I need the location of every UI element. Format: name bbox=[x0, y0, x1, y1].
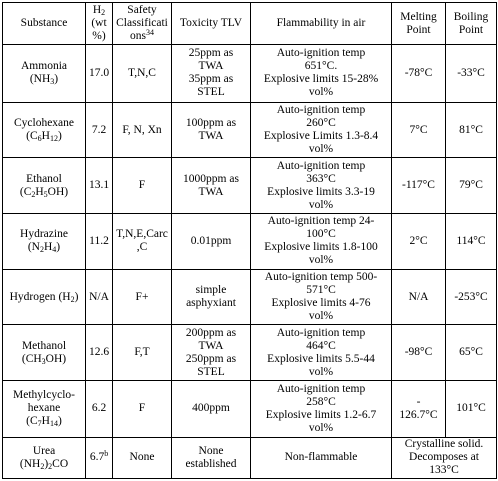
flammability-line: vol% bbox=[308, 86, 334, 99]
flammability-line: Auto-ignition temp 500- bbox=[264, 271, 378, 284]
formula-part: ) bbox=[56, 241, 61, 254]
flammability-line: Auto-ignition temp bbox=[276, 104, 366, 117]
formula-sub: 4 bbox=[52, 245, 57, 255]
substance-name: Hydrazine bbox=[20, 228, 68, 241]
flammability-line: 258°C bbox=[306, 395, 336, 408]
substance-name: Methylcyclo- hexane bbox=[13, 389, 75, 415]
table-row bbox=[3, 381, 497, 438]
header-safety-line1: Safety bbox=[127, 4, 157, 16]
flammability-line: Auto-ignition temp 24- bbox=[267, 215, 375, 228]
toxicity-line: TWA bbox=[198, 130, 224, 143]
formula-part: OH) bbox=[47, 185, 69, 198]
formula-part: OH) bbox=[45, 352, 67, 365]
cell-flammability: Non-flammable bbox=[251, 437, 392, 478]
formula-part: CO bbox=[52, 457, 69, 470]
cell-h2 bbox=[86, 437, 113, 478]
header-melting-line1: Melting bbox=[400, 10, 437, 23]
cell-toxicity bbox=[172, 437, 251, 478]
header-safety-ons: ons bbox=[130, 30, 146, 42]
cell-boiling: 81°C bbox=[446, 102, 497, 158]
formula-part: (N bbox=[27, 241, 40, 254]
cell-substance bbox=[3, 437, 86, 478]
formula-part: ) bbox=[57, 415, 62, 428]
flammability-line: 464°C bbox=[306, 339, 336, 352]
flammability-line: Auto-ignition temp bbox=[276, 326, 366, 339]
flammability-line: Auto-ignition temp bbox=[276, 159, 366, 172]
substance-name: Methanol bbox=[21, 339, 67, 352]
cell-flammability bbox=[251, 381, 392, 438]
toxicity-line: TWA bbox=[198, 339, 224, 352]
cell-h2: 12.6 bbox=[86, 325, 113, 381]
formula-part: (NH bbox=[29, 73, 51, 86]
toxicity-line: 250ppm as bbox=[185, 352, 237, 365]
cell-boiling: 114°C bbox=[446, 214, 497, 270]
formula-part: (H bbox=[58, 290, 71, 303]
substance-formula bbox=[58, 291, 78, 303]
formula-part: (C bbox=[26, 130, 38, 143]
cell-toxicity bbox=[172, 381, 251, 438]
flammability-line: Auto-ignition temp bbox=[276, 382, 366, 395]
cell-flammability bbox=[251, 102, 392, 158]
header-h2-pct-line: %) bbox=[92, 30, 106, 42]
cell-safety: F, N, Xn bbox=[113, 102, 172, 158]
cell-substance bbox=[3, 102, 86, 158]
toxicity-line: 25ppm as bbox=[188, 47, 234, 60]
substance-formula bbox=[4, 415, 84, 428]
formula-part: H bbox=[35, 185, 44, 198]
header-row bbox=[3, 3, 497, 45]
table-row bbox=[3, 158, 497, 214]
substance-formula bbox=[4, 241, 84, 254]
substance-name: Hydrogen bbox=[9, 290, 56, 303]
cell-flammability bbox=[251, 214, 392, 270]
melting-line: N/A bbox=[408, 290, 429, 303]
substance-name: Ethanol bbox=[26, 172, 62, 185]
melt-boil-line: Crystalline solid. bbox=[404, 438, 484, 451]
cell-boiling: -33°C bbox=[446, 45, 497, 103]
toxicity-line: TWA bbox=[198, 60, 224, 73]
melting-line: -78°C bbox=[404, 66, 433, 79]
toxicity-line: 35ppm as bbox=[188, 73, 234, 86]
substance-formula bbox=[4, 458, 84, 471]
cell-toxicity bbox=[172, 269, 251, 325]
substance-formula bbox=[4, 186, 84, 199]
h2-value: 6.7 bbox=[89, 451, 105, 464]
header-safety-ref: 34 bbox=[145, 28, 154, 37]
cell-substance bbox=[3, 325, 86, 381]
table-row bbox=[3, 45, 497, 103]
substance-formula bbox=[4, 130, 84, 143]
substance-name: Urea bbox=[32, 444, 56, 457]
cell-h2: 6.2 bbox=[86, 381, 113, 438]
substance-formula bbox=[4, 73, 84, 86]
cell-substance bbox=[3, 214, 86, 270]
cell-safety: F bbox=[113, 381, 172, 438]
formula-sub: 3 bbox=[50, 77, 55, 87]
melting-line: 7°C bbox=[409, 123, 428, 136]
formula-sub: 3 bbox=[41, 356, 46, 366]
flammability-line: Explosive limits 15-28% bbox=[263, 73, 379, 86]
header-h2-wt-line: (wt bbox=[91, 17, 107, 29]
toxicity-line: TWA bbox=[198, 185, 224, 198]
cell-melting bbox=[392, 102, 446, 158]
flammability-line: vol% bbox=[308, 310, 334, 323]
header-flammability: Flammability in air bbox=[251, 3, 392, 45]
cell-h2: 11.2 bbox=[86, 214, 113, 270]
cell-boiling: 79°C bbox=[446, 158, 497, 214]
header-safety bbox=[113, 3, 172, 45]
flammability-line: vol% bbox=[308, 421, 334, 434]
header-toxicity: Toxicity TLV bbox=[172, 3, 251, 45]
header-safety-line3 bbox=[114, 30, 170, 43]
cell-substance bbox=[3, 158, 86, 214]
formula-sub: 14 bbox=[49, 419, 58, 429]
cell-h2: 13.1 bbox=[86, 158, 113, 214]
flammability-line: Explosive limits 4-76 bbox=[271, 297, 371, 310]
formula-part: H bbox=[41, 415, 50, 428]
cell-h2: 17.0 bbox=[86, 45, 113, 103]
flammability-line: Auto-ignition temp bbox=[276, 47, 366, 60]
cell-safety: F,T bbox=[113, 325, 172, 381]
header-boiling-line1: Boiling bbox=[453, 10, 489, 23]
formula-part: ) bbox=[57, 130, 62, 143]
cell-melting bbox=[392, 325, 446, 381]
cell-h2: N/A bbox=[86, 269, 113, 325]
flammability-line: Explosive limits 5.5-44 bbox=[267, 352, 375, 365]
melting-line: - bbox=[416, 395, 421, 408]
toxicity-line: STEL bbox=[197, 86, 225, 99]
formula-part: (C bbox=[19, 185, 32, 198]
header-safety-line2: Classificati bbox=[116, 17, 168, 29]
formula-part: (NH bbox=[19, 457, 41, 470]
cell-safety: F+ bbox=[113, 269, 172, 325]
header-melting bbox=[392, 3, 446, 45]
melting-line: -117°C bbox=[402, 179, 435, 192]
formula-sub: 2 bbox=[39, 245, 44, 255]
table-row-urea bbox=[3, 437, 497, 478]
table-row bbox=[3, 102, 497, 158]
flammability-line: Explosive limits 1.8-100 bbox=[264, 241, 378, 254]
cell-toxicity bbox=[172, 325, 251, 381]
flammability-line: Explosive Limits 1.3-8.4 bbox=[263, 130, 379, 143]
table-body bbox=[3, 45, 497, 479]
cell-safety: None bbox=[113, 437, 172, 478]
header-substance: Substance bbox=[3, 3, 86, 45]
cell-h2: 7.2 bbox=[86, 102, 113, 158]
toxicity-line: None bbox=[198, 444, 224, 457]
melting-line: 2°C bbox=[409, 234, 428, 247]
formula-part: ) bbox=[44, 457, 49, 470]
flammability-line: vol% bbox=[308, 365, 334, 378]
melt-boil-line: Decomposes at bbox=[409, 451, 479, 464]
cell-toxicity bbox=[172, 45, 251, 103]
cell-safety: T,N,C bbox=[113, 45, 172, 103]
flammability-line: Explosive limits 3.3-19 bbox=[267, 185, 375, 198]
cell-flammability bbox=[251, 325, 392, 381]
table-row bbox=[3, 269, 497, 325]
flammability-line: 651°C. bbox=[304, 60, 338, 73]
formula-sub: 5 bbox=[43, 189, 48, 199]
substance-formula bbox=[4, 353, 84, 366]
formula-sub: 12 bbox=[49, 134, 58, 144]
toxicity-line: 0.01ppm bbox=[190, 234, 232, 247]
header-melting-line2: Point bbox=[406, 23, 431, 36]
formula-sub: 2 bbox=[48, 461, 53, 471]
cell-toxicity bbox=[172, 158, 251, 214]
flammability-line: vol% bbox=[308, 198, 334, 211]
formula-sub: 6 bbox=[37, 134, 42, 144]
header-h2-h: H bbox=[92, 4, 102, 16]
footnote-marker: b bbox=[104, 449, 109, 459]
flammability-line: 571°C bbox=[306, 284, 336, 297]
toxicity-line: 200ppm as bbox=[185, 326, 237, 339]
formula-sub: 2 bbox=[40, 461, 45, 471]
formula-part: ) bbox=[74, 290, 79, 303]
safety-data-table bbox=[2, 2, 497, 479]
cell-safety: T,N,E,Carc ,C bbox=[113, 214, 172, 270]
toxicity-line: 400ppm bbox=[192, 402, 230, 415]
formula-sub: 7 bbox=[37, 419, 42, 429]
cell-melting bbox=[392, 45, 446, 103]
cell-substance bbox=[3, 381, 86, 438]
cell-melting bbox=[392, 158, 446, 214]
flammability-line: 100°C bbox=[306, 228, 336, 241]
cell-boiling: -253°C bbox=[446, 269, 497, 325]
cell-substance bbox=[3, 45, 86, 103]
toxicity-line: 1000ppm as bbox=[183, 172, 239, 185]
header-boiling-line2: Point bbox=[458, 23, 484, 36]
formula-part: (CH bbox=[21, 352, 42, 365]
flammability-line: 260°C bbox=[306, 117, 336, 130]
flammability-line: 363°C bbox=[306, 172, 336, 185]
formula-part: H bbox=[41, 130, 50, 143]
cell-melting bbox=[392, 214, 446, 270]
melt-boil-line: 133°C bbox=[429, 464, 459, 477]
table-row bbox=[3, 214, 497, 270]
melting-line: -98°C bbox=[404, 346, 433, 359]
toxicity-line: 100ppm as bbox=[185, 117, 237, 130]
substance-name: Cyclohexane bbox=[13, 117, 75, 130]
toxicity-line: established bbox=[185, 457, 237, 470]
cell-boiling: 101°C bbox=[446, 381, 497, 438]
header-boiling bbox=[446, 3, 497, 45]
formula-part: (C bbox=[26, 415, 38, 428]
cell-toxicity bbox=[172, 102, 251, 158]
substance-name: Ammonia bbox=[21, 60, 67, 73]
cell-melting bbox=[392, 381, 446, 438]
cell-melting bbox=[392, 269, 446, 325]
cell-boiling: 65°C bbox=[446, 325, 497, 381]
cell-substance bbox=[3, 269, 86, 325]
flammability-line: vol% bbox=[308, 254, 334, 267]
toxicity-line: asphyxiant bbox=[186, 297, 236, 310]
cell-safety: F bbox=[113, 158, 172, 214]
header-h2-wt bbox=[86, 3, 113, 45]
formula-part: ) bbox=[54, 73, 59, 86]
table-row bbox=[3, 325, 497, 381]
cell-melt-boil bbox=[392, 437, 497, 478]
cell-flammability bbox=[251, 269, 392, 325]
cell-flammability bbox=[251, 45, 392, 103]
melting-line: 126.7°C bbox=[399, 408, 438, 421]
toxicity-line: simple bbox=[195, 284, 227, 297]
formula-sub: 2 bbox=[31, 189, 36, 199]
toxicity-line: STEL bbox=[197, 365, 225, 378]
cell-toxicity bbox=[172, 214, 251, 270]
formula-sub: 2 bbox=[70, 294, 75, 304]
header-h2-sub: 2 bbox=[101, 8, 106, 17]
flammability-line: vol% bbox=[308, 143, 334, 156]
formula-part: H bbox=[43, 241, 53, 254]
flammability-line: Explosive limits 1.2-6.7 bbox=[265, 408, 377, 421]
cell-flammability bbox=[251, 158, 392, 214]
